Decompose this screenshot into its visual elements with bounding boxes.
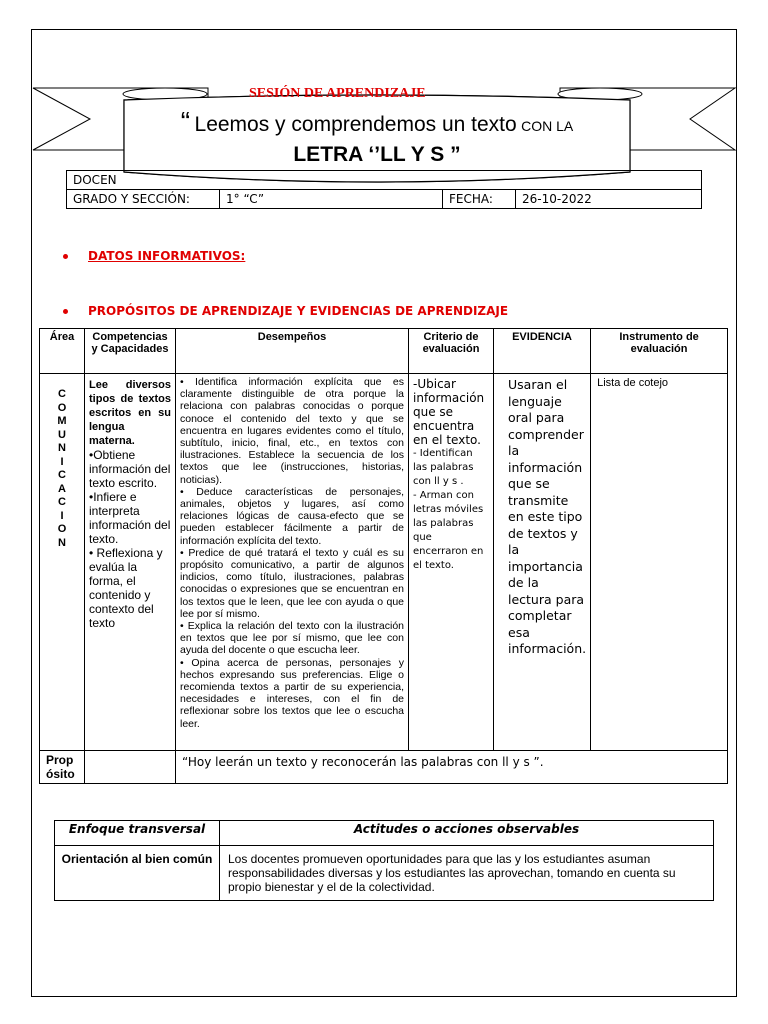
instrumento-cell: Lista de cotejo	[591, 374, 728, 751]
banner-quote-open: “	[180, 106, 191, 137]
criterio-3: - Arman con letras móviles las palabras que encerraron en el texto.	[413, 490, 484, 571]
datos-informativos-heading: DATOS INFORMATIVOS:	[63, 249, 245, 263]
criterio-cell	[409, 374, 494, 751]
docente-label: DOCEN	[67, 171, 702, 190]
area-cell: C O M U N I C A C I O N	[40, 374, 85, 751]
enfoque-table	[54, 820, 714, 901]
header-criterio: Criterio de evaluación	[409, 329, 494, 374]
header-evidencia: EVIDENCIA	[494, 329, 591, 374]
banner-title	[124, 108, 630, 169]
header-desempenos: Desempeños	[176, 329, 409, 374]
proposito-empty-cell	[85, 751, 176, 784]
desempeno-3: • Predice de qué tratará el texto y cuál es su propósito comunicativo, a partir de algunos indicios, como título, ilustraciones, palabras conocidas o expresiones que se encuentran en los textos que le leen, que lee con ayuda o que lee por sí mismo.	[180, 546, 404, 620]
enfoque-row-label: Orientación al bien común	[55, 846, 220, 901]
proposito-text: “Hoy leerán un texto y reconocerán las palabras con ll y s ”.	[176, 751, 728, 784]
bullet-dot-icon	[63, 254, 68, 259]
fecha-label: FECHA:	[443, 190, 516, 209]
competencias-cell	[85, 374, 176, 751]
header-competencias: Competencias y Capacidades	[85, 329, 176, 374]
capacidad-1: •Obtiene información del texto escrito.	[89, 448, 171, 490]
actitudes-header: Actitudes o acciones observables	[220, 821, 714, 846]
desempeno-2: • Deduce características de personajes, animales, objetos y lugares, así como relaciones lógicas de causa-efecto que se pueden establecer fácilmente a partir de información explícita del texto.	[180, 485, 404, 547]
competencia-text: Lee diversos tipos de textos escritos en su lengua materna.	[89, 379, 171, 447]
banner-title-main: Leemos y comprendemos un texto	[194, 113, 517, 136]
desempeno-1: • Identifica información explícita que es claramente distinguible de otra porque la relaciona con palabras conocidas o porque conoce el contenido del texto y que se encuentra en lugares evidentes como el título, subtítulo, inicio, final, etc., en textos con ilustraciones. Establece la secuencia de los textos que lee (instrucciones, historias, noticias).	[180, 376, 404, 486]
criterio-2: - Identifican las palabras con ll y s .	[413, 448, 474, 487]
session-title: SESIÓN DE APRENDIZAJE	[249, 86, 426, 101]
proposito-label: Prop ósito	[40, 751, 85, 784]
header-area: Área	[40, 329, 85, 374]
propositos-table	[39, 328, 728, 784]
grado-label: GRADO Y SECCIÓN:	[67, 190, 220, 209]
enfoque-header: Enfoque transversal	[55, 821, 220, 846]
enfoque-row-text: Los docentes promueven oportunidades para que las y los estudiantes asuman responsabilidades diversas y los estudiantes las aprovechan, tomando en cuenta su propio bienestar y el de la colectividad.	[220, 846, 714, 901]
banner-title-small: CON LA	[521, 118, 574, 134]
info-table	[66, 170, 702, 209]
desempeno-4: • Explica la relación del texto con la ilustración en textos que lee por sí mismo, que lee con ayuda del docente o que escucha leer.	[180, 620, 404, 657]
capacidad-2: •Infiere e interpreta información del texto.	[89, 490, 171, 546]
criterio-1: -Ubicar información que se encuentra en el texto.	[413, 377, 485, 447]
capacidad-3: • Reflexiona y evalúa la forma, el contenido y contexto del texto	[89, 546, 163, 630]
desempeno-5: • Opina acerca de personas, personajes y hechos expresando sus preferencias. Elige o recomienda textos a partir de su experiencia, necesidades e intereses, con el fin de reflexionar sobre los textos que lee o escucha leer.	[180, 656, 404, 730]
header-instrumento: Instrumento de evaluación	[591, 329, 728, 374]
evidencia-cell: Usaran el lenguaje oral para comprender la información que se transmite en este tipo de textos y la importancia de la lectura para completar esa información.	[494, 374, 591, 751]
bullet-dot-icon	[63, 309, 68, 314]
propositos-heading: PROPÓSITOS DE APRENDIZAJE Y EVIDENCIAS DE APRENDIZAJE	[63, 304, 508, 318]
fecha-value: 26-10-2022	[516, 190, 702, 209]
desempenos-cell	[176, 374, 409, 751]
grado-value: 1° “C”	[220, 190, 443, 209]
banner-title-line2: LETRA ‘’LL Y S ”	[293, 143, 461, 166]
